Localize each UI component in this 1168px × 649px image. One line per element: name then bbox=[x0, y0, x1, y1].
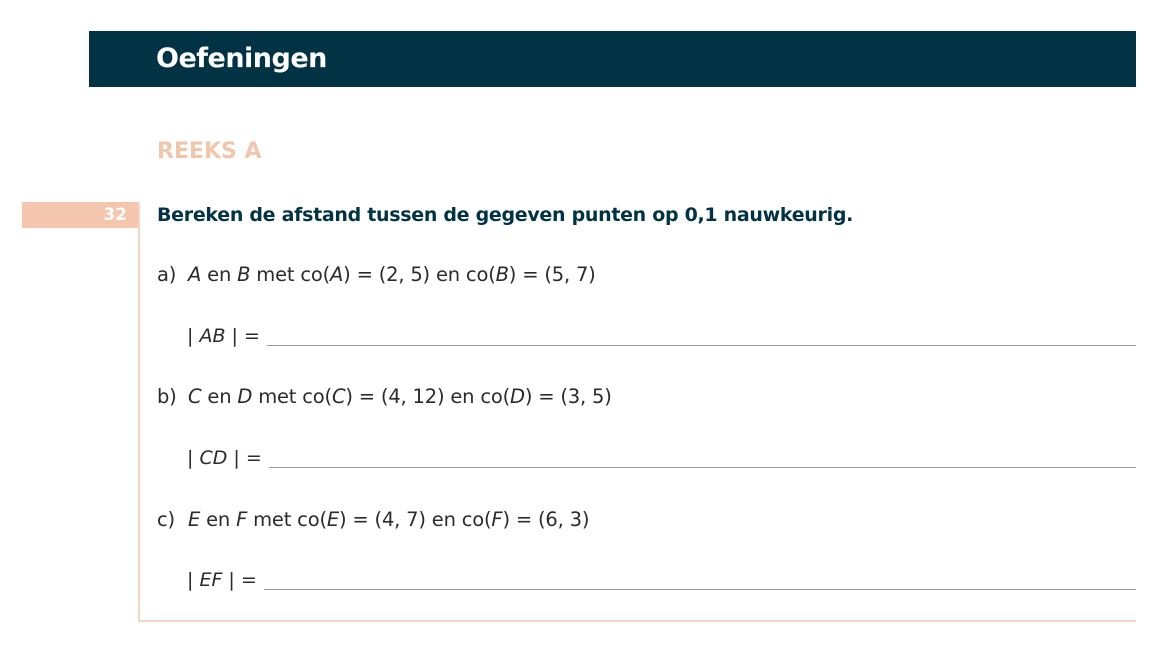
word-met: met bbox=[258, 385, 297, 408]
point-name: F bbox=[236, 508, 248, 531]
word-en: en bbox=[450, 385, 475, 408]
part-label: c) bbox=[157, 508, 175, 531]
coordinate: (6, 3) bbox=[538, 508, 590, 531]
point-name: D bbox=[510, 385, 525, 408]
answer-row-a: | AB | = bbox=[187, 323, 1136, 349]
word-en: en bbox=[435, 263, 460, 286]
word-en: en bbox=[431, 508, 456, 531]
coordinate: (3, 5) bbox=[560, 385, 612, 408]
exercise-part-a: a) A en B met co(A) = (2, 5) en co(B) = (5, 7) bbox=[157, 261, 596, 289]
word-en: en bbox=[207, 263, 232, 286]
exercise-number-badge bbox=[22, 202, 138, 228]
co-function: co bbox=[465, 263, 489, 286]
word-en: en bbox=[207, 385, 232, 408]
exercise-instruction: Bereken de afstand tussen de gegeven punten op 0,1 nauwkeurig. bbox=[157, 204, 854, 226]
point-name: B bbox=[495, 263, 509, 286]
point-name: C bbox=[188, 385, 202, 408]
answer-variable: AB bbox=[199, 325, 226, 347]
point-name: D bbox=[237, 385, 253, 408]
coordinate: (4, 7) bbox=[374, 508, 426, 531]
word-met: met bbox=[253, 508, 292, 531]
co-function: co bbox=[297, 508, 320, 531]
co-function: co bbox=[300, 263, 323, 286]
answer-field-b[interactable] bbox=[269, 467, 1136, 468]
point-name: A bbox=[330, 263, 344, 286]
co-function: co bbox=[480, 385, 503, 408]
part-label: a) bbox=[157, 263, 177, 286]
exercise-frame-bottom bbox=[138, 620, 1136, 622]
point-name: A bbox=[188, 263, 202, 286]
exercise-part-c: c) E en F met co(E) = (4, 7) en co(F) = (6, 3) bbox=[157, 506, 589, 534]
point-name: E bbox=[188, 508, 201, 531]
point-name: B bbox=[237, 263, 251, 286]
point-name: F bbox=[491, 508, 503, 531]
answer-field-a[interactable] bbox=[267, 345, 1136, 346]
exercise-frame-left bbox=[138, 202, 140, 622]
coordinate: (4, 12) bbox=[380, 385, 445, 408]
coordinate: (5, 7) bbox=[544, 263, 596, 286]
word-en: en bbox=[206, 508, 231, 531]
co-function: co bbox=[461, 508, 484, 531]
word-met: met bbox=[256, 263, 295, 286]
coordinate: (2, 5) bbox=[378, 263, 430, 286]
series-title: REEKS A bbox=[157, 139, 262, 164]
exercise-number: 32 bbox=[103, 205, 127, 225]
header-bar bbox=[89, 31, 1136, 87]
part-label: b) bbox=[157, 385, 177, 408]
answer-row-c: | EF | = bbox=[187, 567, 1136, 593]
answer-row-b: | CD | = bbox=[187, 445, 1136, 471]
point-name: C bbox=[331, 385, 346, 408]
point-name: E bbox=[326, 508, 339, 531]
page-title: Oefeningen bbox=[156, 43, 327, 74]
co-function: co bbox=[302, 385, 325, 408]
answer-field-c[interactable] bbox=[264, 589, 1136, 590]
exercise-part-b: b) C en D met co(C) = (4, 12) en co(D) = (3, 5) bbox=[157, 383, 612, 411]
answer-variable: CD bbox=[199, 447, 228, 469]
answer-variable: EF bbox=[199, 569, 223, 591]
